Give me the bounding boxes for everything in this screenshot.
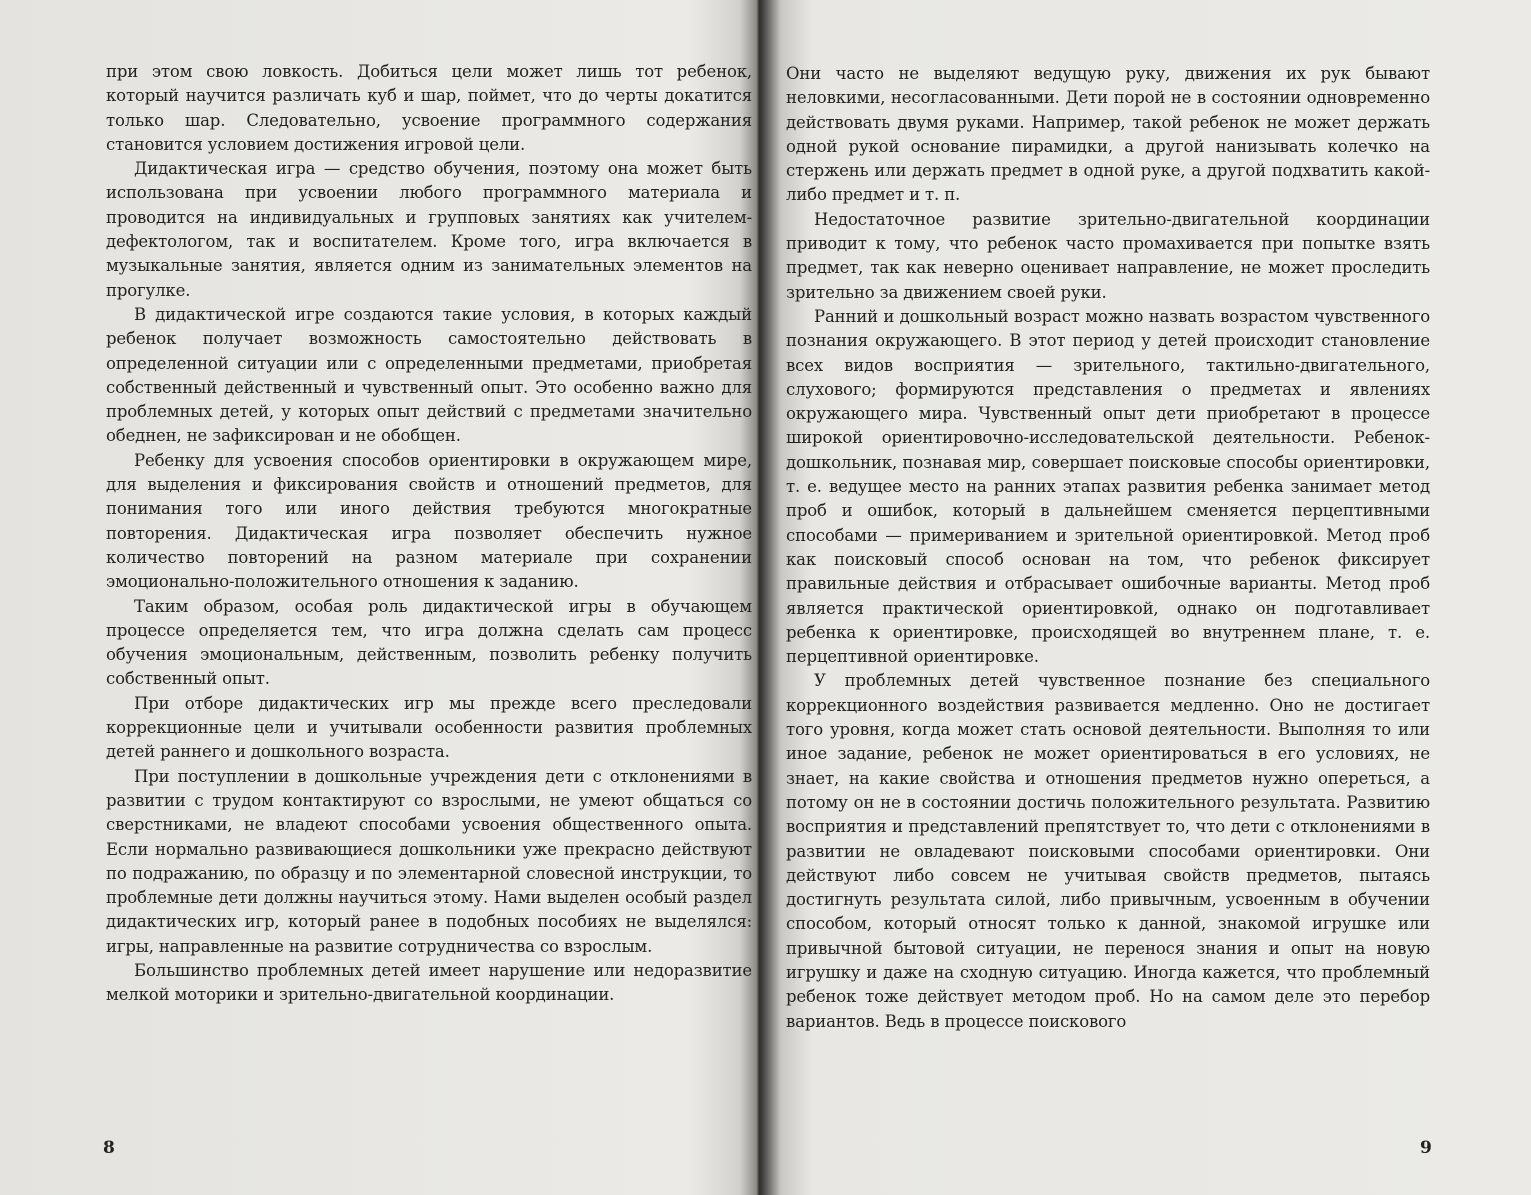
paragraph: Ранний и дошкольный возраст можно назвать возрастом чувственного познания окружающего. В этот период у детей происходит становление всех видов восприятия — зрительного, тактильно-двигательного, слухового; формируются представления о предметах и явлениях окружающего мира. Чувственный опыт дети приобретают в процессе широкой ориентировочно-исследовательской деятельности. Ребенок-дошкольник, познавая мир, совершает поисковые способы ориентировки, т. е. ведущее место на ранних этапах развития ребенка занимает метод проб и ошибок, который в дальнейшем сменяется перцептивными способами — примериванием и зрительной ориентировкой. Метод проб как поисковый способ основан на том, что ребенок фиксирует правильные действия и отбрасывает ошибочные варианты. Метод проб является практической ориентировкой, однако он подготавливает ребенка к ориентировке, происходящей во внутреннем плане, т. е. перцептивной ориентировке. bbox=[786, 306, 1430, 667]
paragraph: В дидактической игре создаются такие условия, в которых каждый ребенок получает возможность самостоятельно действовать в определенной ситуации или с определенными предметами, приобретая собственный действенный и чувственный опыт. Это особенно важно для проблемных детей, у которых опыт действий с предметами значительно обеднен, не зафиксирован и не обобщен. bbox=[106, 304, 752, 446]
paragraph: Большинство проблемных детей имеет нарушение или недоразвитие мелкой моторики и зрительно-двигательной координации. bbox=[106, 960, 752, 1005]
paragraph: Они часто не выделяют ведущую руку, движения их рук бывают неловкими, несогласованными. Дети порой не в состоянии одновременно действовать двумя руками. Например, такой ребенок не может держать одной рукой основание пирамидки, а другой нанизывать колечко на стержень или держать предмет в одной руке, а другой подхватить какой-либо предмет и т. п. bbox=[786, 64, 1430, 205]
paragraph: Ребенку для усвоения способов ориентировки в окружающем мире, для выделения и фиксирования свойств и отношений предметов, для понимания того или иного действия требуются многократные повторения. Дидактическая игра позволяет обеспечить нужное количество повторений на разном материале при сохранении эмоционально-положительного отношения к заданию. bbox=[106, 450, 752, 592]
paragraph: При отборе дидактических игр мы прежде всего преследовали коррекционные цели и учитывали особенности развития проблемных детей раннего и дошкольного возраста. bbox=[106, 693, 752, 762]
paragraph: У проблемных детей чувственное познание без специального коррекционного воздействия развивается медленно. Оно не достигает того уровня, когда может стать основой деятельности. Выполняя то или иное задание, ребенок не может ориентироваться в его условиях, не знает, на какие свойства и отношения предметов нужно опереться, а потому он не в состоянии достичь положительного результата. Развитию восприятия и представлений препятствует то, что дети с отклонениями в развитии не овладевают поисковыми способами ориентировки. Они действуют либо совсем не учитывая свойств предметов, пытаясь достигнуть результата силой, либо привычным, усвоенным в обучении способом, который относят только к данной, знакомой игрушке или привычной бытовой ситуации, не перенося знания и опыт на новую игрушку и даже на сходную ситуацию. Иногда кажется, что проблемный ребенок тоже действует методом проб. Но на самом деле это перебор вариантов. Ведь в процессе поискового bbox=[786, 671, 1430, 1031]
paragraph: При поступлении в дошкольные учреждения дети с отклонениями в развитии с трудом контактируют со взрослыми, не умеют общаться со сверстниками, не владеют способами усвоения общественного опыта. Если нормально развивающиеся дошкольники уже прекрасно действуют по подражанию, по образцу и по элементарной словесной инструкции, то проблемные дети должны научиться этому. Нами выделен особый раздел дидактических игр, который ранее в подобных пособиях не выделялся: игры, направленные на развитие сотрудничества со взрослым. bbox=[106, 766, 752, 956]
page-number-left: 8 bbox=[103, 1138, 115, 1158]
paragraph: Таким образом, особая роль дидактической игры в обучающем процессе определяется тем, что игра должна сделать сам процесс обучения эмоциональным, действенным, позволить ребенку получить собственный опыт. bbox=[106, 596, 752, 689]
page-number-right: 9 bbox=[1420, 1138, 1432, 1158]
left-page bbox=[106, 60, 752, 1008]
right-page bbox=[786, 62, 1430, 1034]
paragraph: Дидактическая игра — средство обучения, поэтому она может быть использована при усвоении любого программного материала и проводится на индивидуальных и групповых занятиях как учителем-дефектологом, так и воспитателем. Кроме того, игра включается в музыкальные занятия, является одним из занимательных элементов на прогулке. bbox=[106, 159, 752, 300]
paragraph: Недостаточное развитие зрительно-двигательной координации приводит к тому, что ребенок часто промахивается при попытке взять предмет, так как неверно оценивает направление, не может проследить зрительно за движением своей руки. bbox=[786, 209, 1430, 302]
paragraph: при этом свою ловкость. Добиться цели может лишь тот ребенок, который научится различать куб и шар, поймет, что до черты докатится только шар. Следовательно, усвоение программного содержания становится условием достижения игровой цели. bbox=[106, 62, 752, 154]
